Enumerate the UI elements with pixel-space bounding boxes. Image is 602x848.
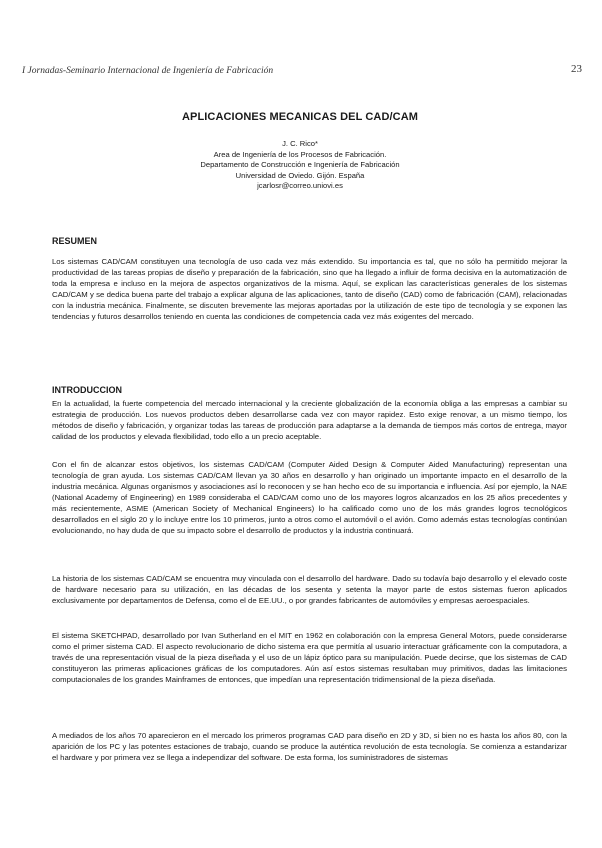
- resumen-heading: RESUMEN: [52, 236, 98, 246]
- author-block: [100, 139, 500, 192]
- intro-paragraph-4: El sistema SKETCHPAD, desarrollado por Ivan Sutherland en el MIT en 1962 en colaboración con la empresa General Motors, puede considerarse como el primer sistema CAD. El aspecto revolucionario de dicho sistema era que permitía al usuario interactuar gráficamente con la computadora, a través de una representación visual de la pieza diseñada y el uso de un lápiz óptico para su manipulación. Puede decirse, que los sistemas de CAD constituyeron las primeras aplicaciones gráficas de los computadores. Aún así estos sistemas resultaban muy primitivos, dadas las limitaciones computacionales de los grandes Mainframes de entonces, que impedían una representación tridimensional de la pieza diseñada.: [52, 631, 567, 685]
- affiliation-line: Area de Ingeniería de los Procesos de Fabricación.: [213, 149, 387, 159]
- running-head: I Jornadas-Seminario Internacional de Ingeniería de Fabricación: [22, 66, 274, 76]
- intro-paragraph-5: A mediados de los años 70 aparecieron en el mercado los primeros programas CAD para diseño en 2D y 3D, si bien no es hasta los años 80, con la aparición de los PC y las potentes estaciones de trabajo, cuando se produce la auténtica revolución de esta tecnología. Se comienza a estandarizar el hardware y por primera vez se llega a independizar del software. De esta forma, los suministradores de sistemas: [52, 731, 567, 763]
- author-email: jcarlosr@correo.uniovi.es: [257, 181, 343, 190]
- intro-paragraph-2: Con el fin de alcanzar estos objetivos, los sistemas CAD/CAM (Computer Aided Design & Computer Aided Manufacturing) representan una tecnología de gran ayuda. Los sistemas CAD/CAM llevan ya 30 años en desarrollo y han originado un importante impacto en el desarrollo de la industria mecánica. Algunas organismos y asociaciones así lo reconocen y se han hecho eco de su importancia e influencia. Así por ejemplo, la NAE (National Academy of Engineering) en 1989 consideraba el CAD/CAM como uno de los mayores logros alcanzados en los 25 años precedentes y más recientemente, ASME (American Society of Mechanical Engineers) lo ha calificado como uno de los más grandes logros tecnológicos desarrollados en el siglo 20 y lo incluye entre los 10 primeros, junto a otros como el automóvil o el avión. Como además estas tecnologías continúan evolucionando, no hay duda de que su impacto sobre el desarrollo de productos y la industria continuará.: [52, 460, 567, 536]
- intro-paragraph-1: En la actualidad, la fuerte competencia del mercado internacional y la creciente globalización de la economía obliga a las empresas a cambiar su estrategia de producción. Los nuevos productos deben desarrollarse cada vez con mayor rapidez. Esto exige renovar, a un mismo tiempo, los métodos de diseño y fabricación, y organizar todas las tareas de producción para adaptarse a la demanda de tiempos más cortos de entrega, mayor calidad de los productos y elevada flexibilidad, todo ello a un precio aceptable.: [52, 399, 567, 442]
- affiliation-line: Universidad de Oviedo. Gijón. España: [235, 170, 365, 180]
- author-name: J. C. Rico*: [282, 139, 318, 148]
- paper-title: APLICACIONES MECANICAS DEL CAD/CAM: [181, 111, 419, 123]
- page-number: 23: [571, 63, 582, 75]
- affiliation-line: Departamento de Construcción e Ingeniería de Fabricación: [200, 160, 400, 169]
- intro-paragraph-3: La historia de los sistemas CAD/CAM se encuentra muy vinculada con el desarrollo del hardware. Dado su todavía bajo desarrollo y el elevado coste de hardware necesario para su utilización, en las décadas de los sesenta y setenta la mayor parte de estos sistemas fueron aplicados exclusivamente por departamentos de Defensa, como el de EE.UU., o por grandes fabricantes de automóviles y empresas aeroespaciales.: [52, 574, 567, 606]
- introduccion-heading: INTRODUCCION: [52, 385, 122, 395]
- abstract-paragraph: Los sistemas CAD/CAM constituyen una tecnología de uso cada vez más extendido. Su importancia es tal, que no sólo ha permitido mejorar la productividad de las tareas propias de diseño y preparación de la fabricación, sino que ha llegado a influir de forma decisiva en la automatización de toda la empresa e incluso en la mejora de aspectos organizativos de la misma. Aquí, se explican las características generales de los sistemas CAD/CAM y se dedica buena parte del trabajo a explicar alguna de las aplicaciones, tanto de diseño (CAD) como de fabricación (CAM), relacionadas con la industria mecánica. Finalmente, se discuten brevemente las mejoras aportadas por la utilización de este tipo de tecnología y se exponen las tendencias y futuros desarrollos teniendo en cuenta las condiciones de competencia cada vez más exigentes del mercado.: [52, 257, 567, 322]
